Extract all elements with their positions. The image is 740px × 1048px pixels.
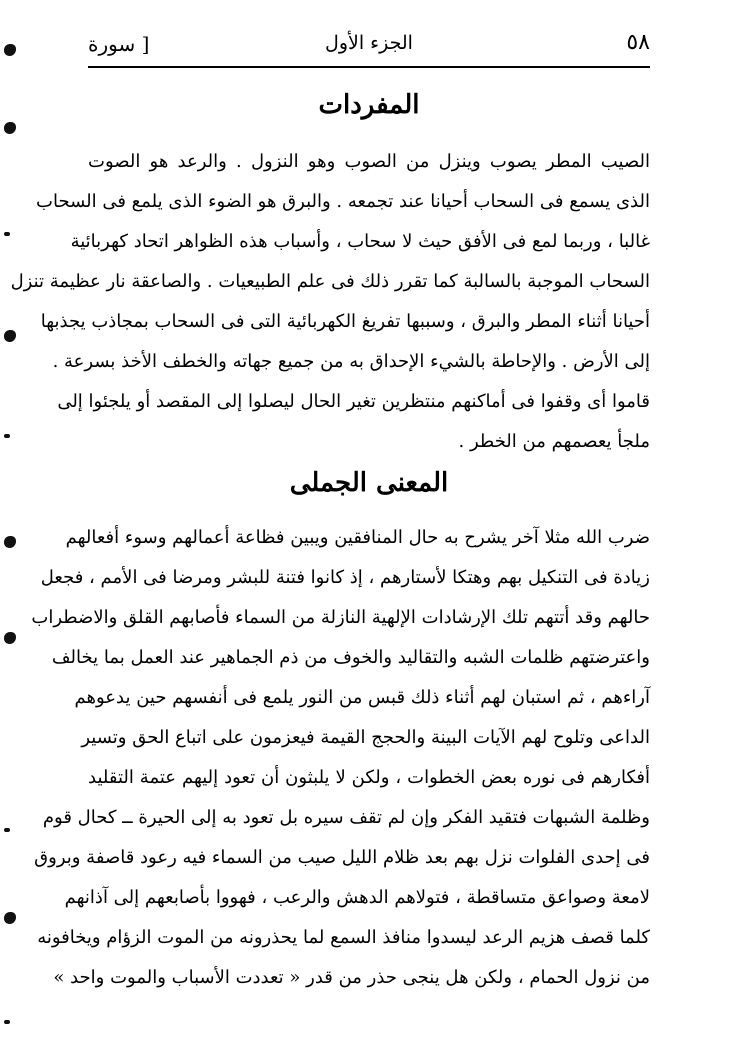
text-line: حالهم وقد أتتهم تلك الإرشادات الإلهية النازلة من السماء فأصابهم القلق والاضطراب <box>31 607 650 628</box>
text-line: زيادة فى التنكيل بهم وهتكا لأستارهم ، إذ كانوا فتنة للبشر ومرضا فى الأمم ، فجعل <box>40 567 650 588</box>
section-heading-general-meaning: المعنى الجملى <box>289 468 449 498</box>
text-line: كلما قصف هزيم الرعد ليسدوا منافذ السمع لما يحذرونه من الموت الزؤام ويخافونه <box>37 927 650 948</box>
text-line: الداعى وتلوح لهم الآيات البينة والحجج القيمة فيعزمون على اتباع الحق وتسير <box>81 727 650 748</box>
text-line: فى إحدى الفلوات نزل بهم بعد ظلام الليل صيب من السماء فيه رعود قاصفة وبروق <box>34 847 650 868</box>
text-line: قاموا أى وقفوا فى أماكنهم منتظرين تغير الحال ليصلوا إلى المقصد أو يلجئوا إلى <box>57 391 650 412</box>
margin-speck <box>4 232 10 236</box>
text-line: إلى الأرض . والإحاطة بالشيء الإحداق به من جميع جهاته والخطف الأخذ بسرعة . <box>52 351 650 372</box>
surah-label: [ سورة <box>88 32 150 56</box>
section-heading-vocabulary: المفردات <box>318 90 420 120</box>
margin-speck <box>4 912 16 924</box>
text-line: من نزول الحمام ، ولكن هل ينجى حذر من قدر « تعددت الأسباب والموت واحد » <box>53 967 650 988</box>
text-line: أفكارهم فى نوره بعض الخطوات ، ولكن لا يلبثون أن تعود إليهم عتمة التقليد <box>88 767 650 788</box>
text-line: السحاب الموجبة بالسالبة كما تقرر ذلك فى علم الطبيعيات . والصاعقة نار عظيمة تنزل <box>10 271 650 292</box>
text-line: الصيب المطر يصوب وينزل من الصوب وهو النزول . والرعد هو الصوت <box>88 151 650 172</box>
text-line: غالبا ، وربما لمع فى الأفق حيث لا سحاب ، وأسباب هذه الظواهر اتحاد كهربائية <box>70 231 650 252</box>
part-title: الجزء الأول <box>325 32 413 54</box>
text-line: أحيانا أثناء المطر والبرق ، وسببها تفريغ الكهربائية التى فى السحاب بمجاذب يجذبها <box>40 311 650 332</box>
text-line: لامعة وصواعق متساقطة ، فتولاهم الدهش والرعب ، فهووا بأصابعهم إلى آذانهم <box>64 887 650 908</box>
text-line: ملجأ يعصمهم من الخطر . <box>458 431 650 452</box>
running-header <box>88 30 650 64</box>
text-line: آراءهم ، ثم استبان لهم أثناء ذلك قبس من النور يلمع فى أنفسهم حين يدعوهم <box>74 687 650 708</box>
margin-speck <box>4 434 10 438</box>
page-number: ٥٨ <box>626 30 650 55</box>
margin-speck <box>4 536 16 548</box>
general-meaning-paragraph <box>31 518 650 998</box>
margin-speck <box>4 1020 10 1024</box>
header-rule <box>88 66 650 68</box>
margin-speck <box>4 44 16 56</box>
text-line: واعترضتهم ظلمات الشبه والتقاليد والخوف من ذم الجماهير عند العمل بما يخالف <box>51 647 650 668</box>
margin-speck <box>4 632 16 644</box>
margin-speck <box>4 122 16 134</box>
text-line: ضرب الله مثلا آخر يشرح به حال المنافقين ويبين فظاعة أعمالهم وسوء أفعالهم <box>65 527 650 548</box>
margin-speck <box>4 330 16 342</box>
margin-speck <box>4 828 10 832</box>
vocabulary-paragraph <box>10 142 650 462</box>
text-line: الذى يسمع فى السحاب أحيانا عند تجمعه . والبرق هو الضوء الذى يلمع فى السحاب <box>36 191 650 212</box>
text-line: وظلمة الشبهات فتقيد الفكر وإن لم تقف سيره بل تعود به إلى الحيرة ــ كحال قوم <box>42 807 650 828</box>
